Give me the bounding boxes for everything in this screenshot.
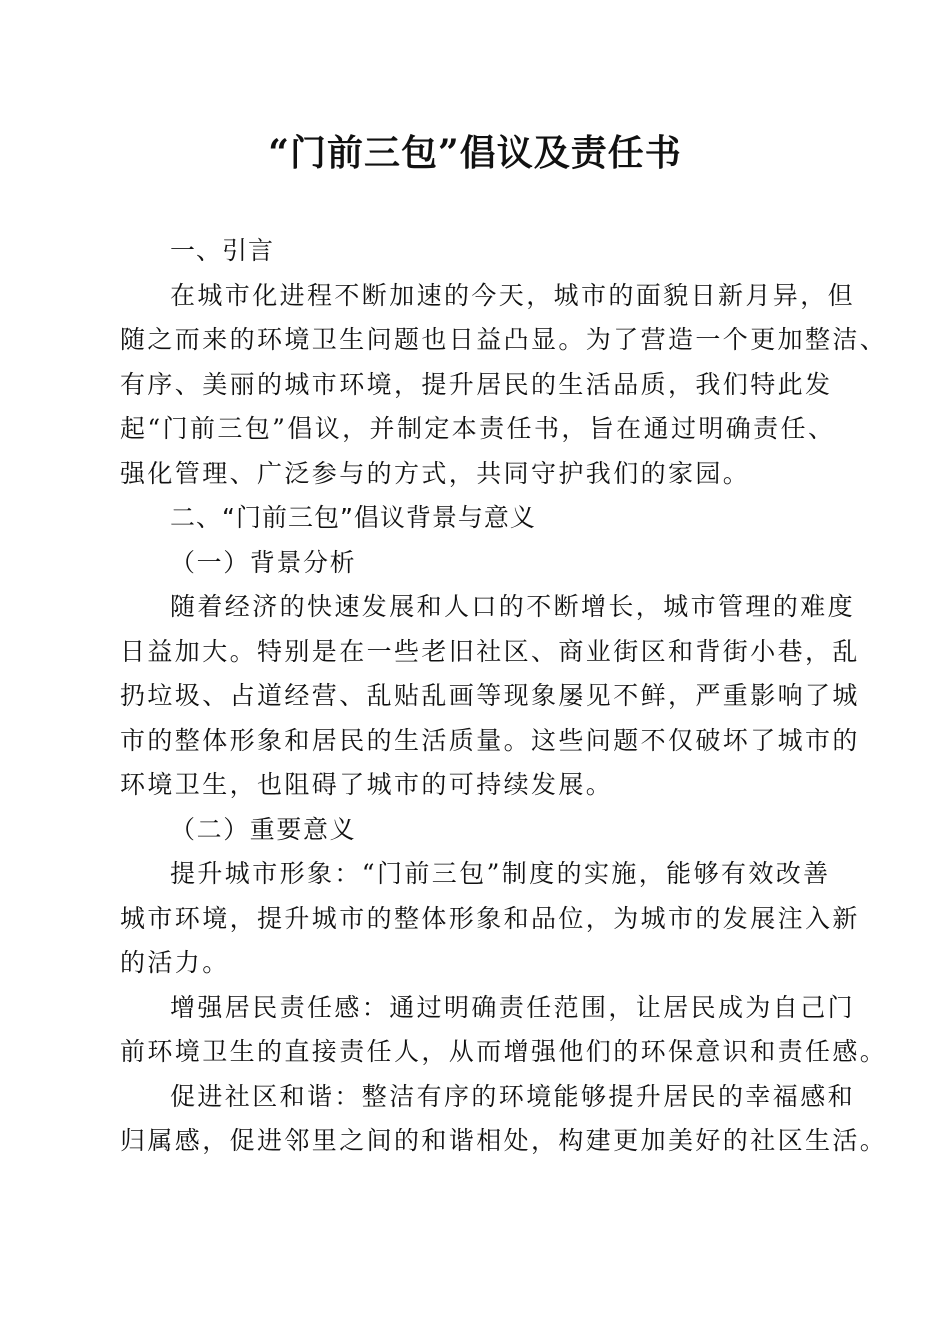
- paragraph-line: 市的整体形象和居民的生活质量。这些问题不仅破坏了城市的: [120, 725, 860, 755]
- paragraph-line: 提升城市形象：“门前三包”制度的实施，能够有效改善: [170, 859, 831, 888]
- background-paragraph: [120, 585, 860, 808]
- paragraph-line: 强化管理、广泛参与的方式，共同守护我们的家园。: [120, 458, 751, 488]
- significance-paragraph-responsibility: [120, 986, 888, 1075]
- paragraph-line: 归属感，促进邻里之间的和谐相处，构建更加美好的社区生活。: [120, 1126, 888, 1155]
- paragraph-line: 随着经济的快速发展和人口的不断增长，城市管理的难度: [170, 592, 856, 621]
- significance-paragraph-city-image: [120, 852, 860, 986]
- paragraph-line: 随之而来的环境卫生问题也日益凸显。为了营造一个更加整洁、: [120, 325, 888, 354]
- paragraph-line: 在城市化进程不断加速的今天，城市的面貌日新月异，但: [170, 280, 856, 310]
- paragraph-line: 扔垃圾、占道经营、乱贴乱画等现象屡见不鲜，严重影响了城: [120, 681, 860, 710]
- subsection-heading-background: （一）背景分析: [170, 547, 357, 577]
- paragraph-line: 起“门前三包”倡议，并制定本责任书，旨在通过明确责任、: [120, 414, 836, 443]
- paragraph-line: 城市环境，提升城市的整体形象和品位，为城市的发展注入新: [120, 903, 860, 933]
- paragraph-line: 促进社区和谐：整洁有序的环境能够提升居民的幸福感和: [170, 1081, 856, 1111]
- document-body: [120, 229, 888, 1164]
- section-heading-background-significance: 二、“门前三包”倡议背景与意义: [170, 503, 536, 532]
- subsection-heading-significance: （二）重要意义: [170, 814, 357, 844]
- paragraph-line: 环境卫生，也阻碍了城市的可持续发展。: [120, 770, 614, 799]
- paragraph-line: 日益加大。特别是在一些老旧社区、商业街区和背街小巷，乱: [120, 636, 860, 666]
- paragraph-line: 有序、美丽的城市环境，提升居民的生活品质，我们特此发: [120, 369, 833, 399]
- paragraph-line: 的活力。: [120, 948, 230, 977]
- introduction-paragraph: [120, 274, 888, 497]
- paragraph-line: 增强居民责任感：通过明确责任范围，让居民成为自己门: [170, 992, 856, 1022]
- section-heading-introduction: 一、引言: [170, 236, 275, 265]
- paragraph-line: 前环境卫生的直接责任人，从而增强他们的环保意识和责任感。: [120, 1037, 888, 1066]
- document-title: “门前三包”倡议及责任书: [268, 132, 682, 174]
- significance-paragraph-harmony: [120, 1075, 888, 1164]
